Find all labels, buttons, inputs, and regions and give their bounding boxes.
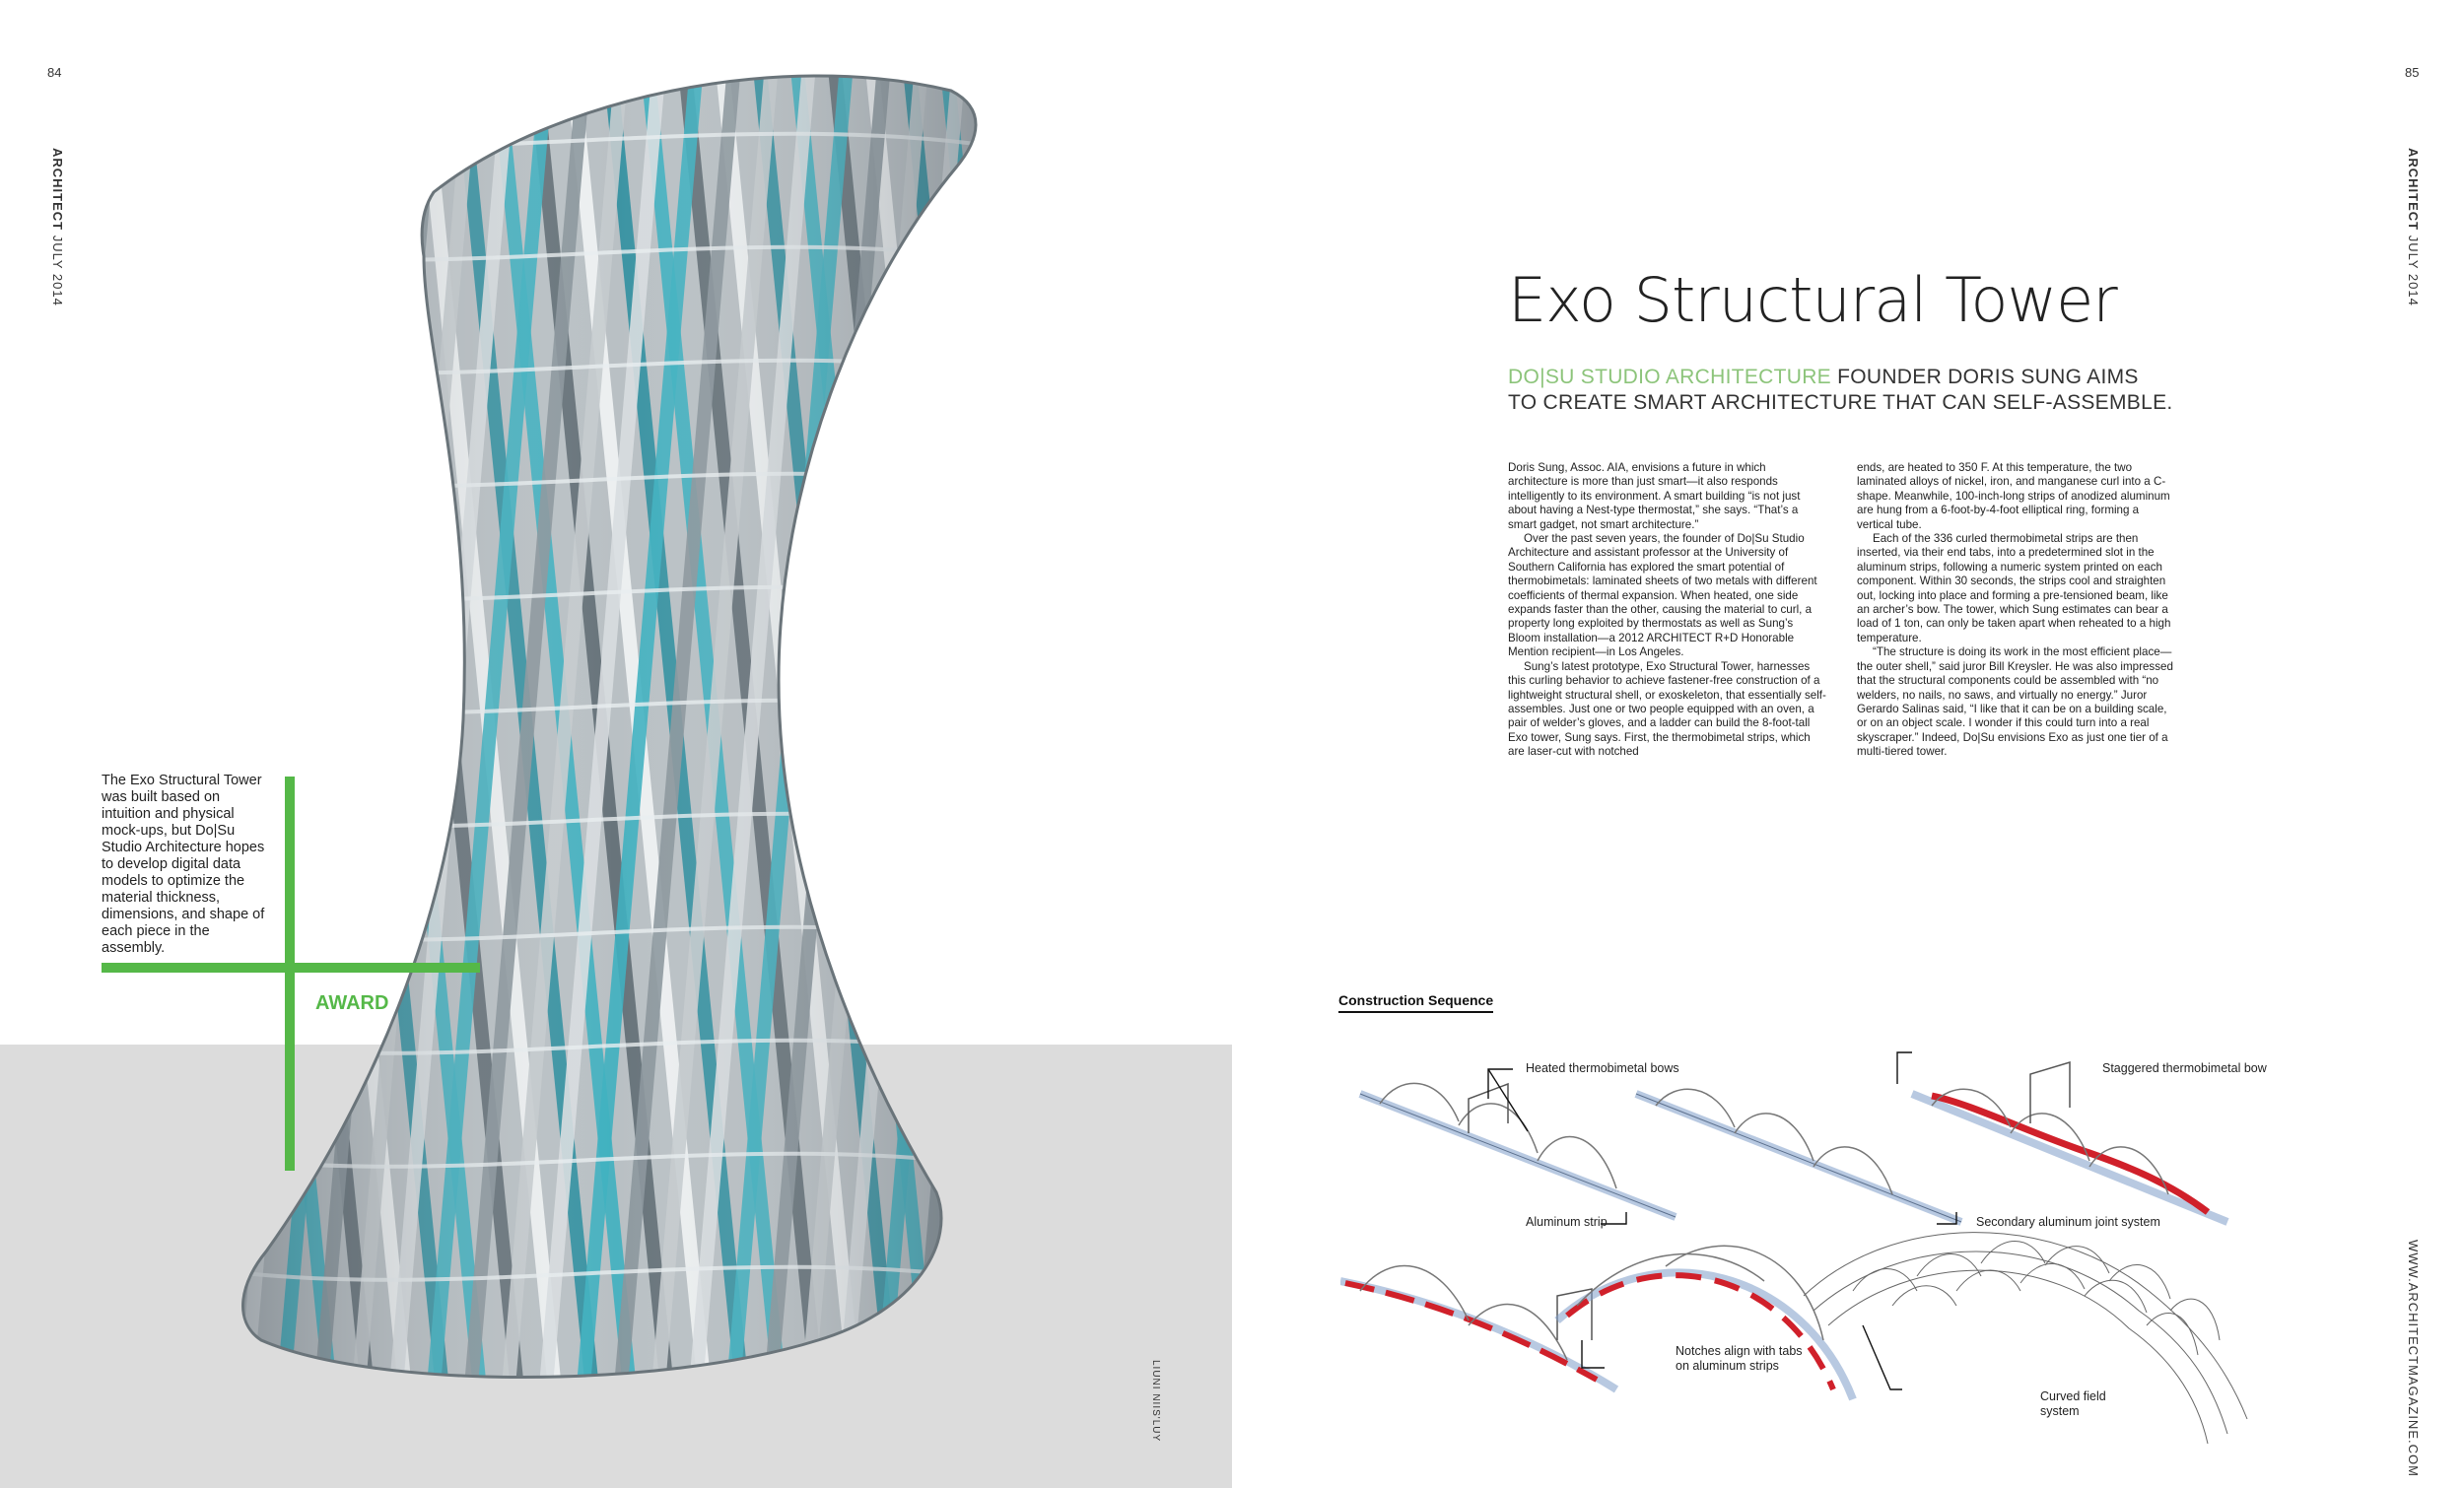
photo-credit: LIUNI NIIS'LUY: [1150, 1360, 1161, 1443]
diagram-title: Construction Sequence: [1338, 992, 1493, 1013]
exo-tower-photo: [227, 30, 1005, 1409]
left-page-number: 84: [47, 65, 62, 80]
label-secondary-joint: Secondary aluminum joint system: [1976, 1215, 2160, 1229]
diagram-step-2: [1636, 1089, 1961, 1222]
label-notches-line-1: Notches align with tabs: [1676, 1344, 1803, 1358]
right-running-head: [2406, 148, 2421, 306]
label-curved-line-2: system: [2040, 1404, 2080, 1418]
left-running-head: [50, 148, 65, 306]
body-paragraph: “The structure is doing its work in the most efficient place—the outer shell,” said juror Bill Kreysler. He was also impressed that the structural components could be assembled with “no welders, no nails, no saws, and virtually no energy.” Juror Gerardo Salinas said, “I like that it can be on a building scale, or on an object scale. I wonder if this could turn into a real skyscraper.” Indeed, Do|Su envisions Exo as just one tier of a multi-tiered tower.: [1857, 645, 2173, 759]
label-curved-line-1: Curved field: [2040, 1389, 2106, 1403]
diagram-step-3: [1912, 1062, 2227, 1222]
right-magazine-name: ARCHITECT: [2406, 148, 2421, 232]
body-paragraph: Each of the 336 curled thermobimetal strips are then inserted, via their end tabs, into a predetermined slot in the aluminum strips, following a numeric system printed on each component. Within 30 seconds, the strips cool and straighten out, locking into place and forming a pre-tensioned beam, like an archer’s bow. The tower, which Sung estimates can bear a load of 1 ton, can only be taken apart when reheated to a high temperature.: [1857, 532, 2171, 644]
left-issue-date: JULY 2014: [50, 235, 65, 306]
diagram-step-4: [1340, 1266, 1616, 1389]
deck-studio-name: DO|SU STUDIO ARCHITECTURE: [1508, 366, 1831, 388]
left-magazine-name: ARCHITECT: [50, 148, 65, 232]
diagram-step-6: [1804, 1233, 2247, 1444]
award-cross-horizontal: [102, 963, 480, 973]
body-paragraph: ends, are heated to 350 F. At this temperature, the two laminated alloys of nickel, iron, and manganese curl into a C-shape. Meanwhile, 100-inch-long strips of anodized aluminum are hung from a 6-foot-by-4-foot elliptical ring, forming a vertical tube.: [1857, 461, 2170, 531]
article-title: Exo Structural Tower: [1508, 264, 2117, 336]
deck-line-2: TO CREATE SMART ARCHITECTURE THAT CAN SELF-ASSEMBLE.: [1508, 391, 2173, 414]
label-aluminum-strip: Aluminum strip: [1526, 1215, 1608, 1229]
label-notches-line-2: on aluminum strips: [1676, 1359, 1779, 1373]
label-heated-bows: Heated thermobimetal bows: [1526, 1061, 1679, 1075]
body-column-2: [1857, 461, 2177, 760]
body-paragraph: Doris Sung, Assoc. AIA, envisions a future in which architecture is more than just smart—it also responds intelligently to its environment. A smart building “is not just about having a Nest-type thermostat,” she says. “That’s a smart gadget, not smart architecture.”: [1508, 461, 1801, 531]
construction-sequence-diagram: [1340, 1045, 2326, 1458]
section-label-award: AWARD: [315, 992, 389, 1014]
photo-caption: The Exo Structural Tower was built based on intuition and physical mock-ups, but Do|Su Studio Architecture hopes to develop digital data models to optimize the material thickness, dimensions, and shape of each piece in the assembly.: [102, 773, 265, 956]
award-cross-vertical: [285, 777, 295, 1171]
deck-line-1: FOUNDER DORIS SUNG AIMS: [1830, 366, 2139, 388]
body-column-1: [1508, 461, 1828, 760]
body-paragraph: Sung’s latest prototype, Exo Structural Tower, harnesses this curling behavior to achieve fastener-free construction of a lightweight structural shell, or exoskeleton, that essentially self-assembles. Just one or two people equipped with an oven, a pair of welder’s gloves, and a ladder can build the 8-foot-tall Exo tower, Sung says. First, the thermobimetal strips, which are laser-cut with notched: [1508, 659, 1826, 759]
diagram-step-1: [1360, 1083, 1676, 1217]
label-notches: [1676, 1344, 1803, 1374]
right-issue-date: JULY 2014: [2406, 235, 2421, 306]
magazine-website: WWW.ARCHITECTMAGAZINE.COM: [2406, 1240, 2421, 1477]
tower-strips: [227, 30, 1005, 1409]
right-page-number: 85: [2405, 65, 2420, 80]
body-paragraph: Over the past seven years, the founder of Do|Su Studio Architecture and assistant professor at the University of Southern California has explored the smart potential of thermobimetals: laminated sheets of two metals with different coefficients of thermal expansion. When heated, one side expands faster than the other, causing the material to curl, a property long exploited by thermostats as well as Sung’s Bloom installation—a 2012 ARCHITECT R+D Honorable Mention recipient—in Los Angeles.: [1508, 532, 1817, 659]
label-staggered-bow: Staggered thermobimetal bow: [2102, 1061, 2267, 1075]
article-deck: [1508, 365, 2198, 416]
label-curved-field: [2040, 1389, 2106, 1419]
